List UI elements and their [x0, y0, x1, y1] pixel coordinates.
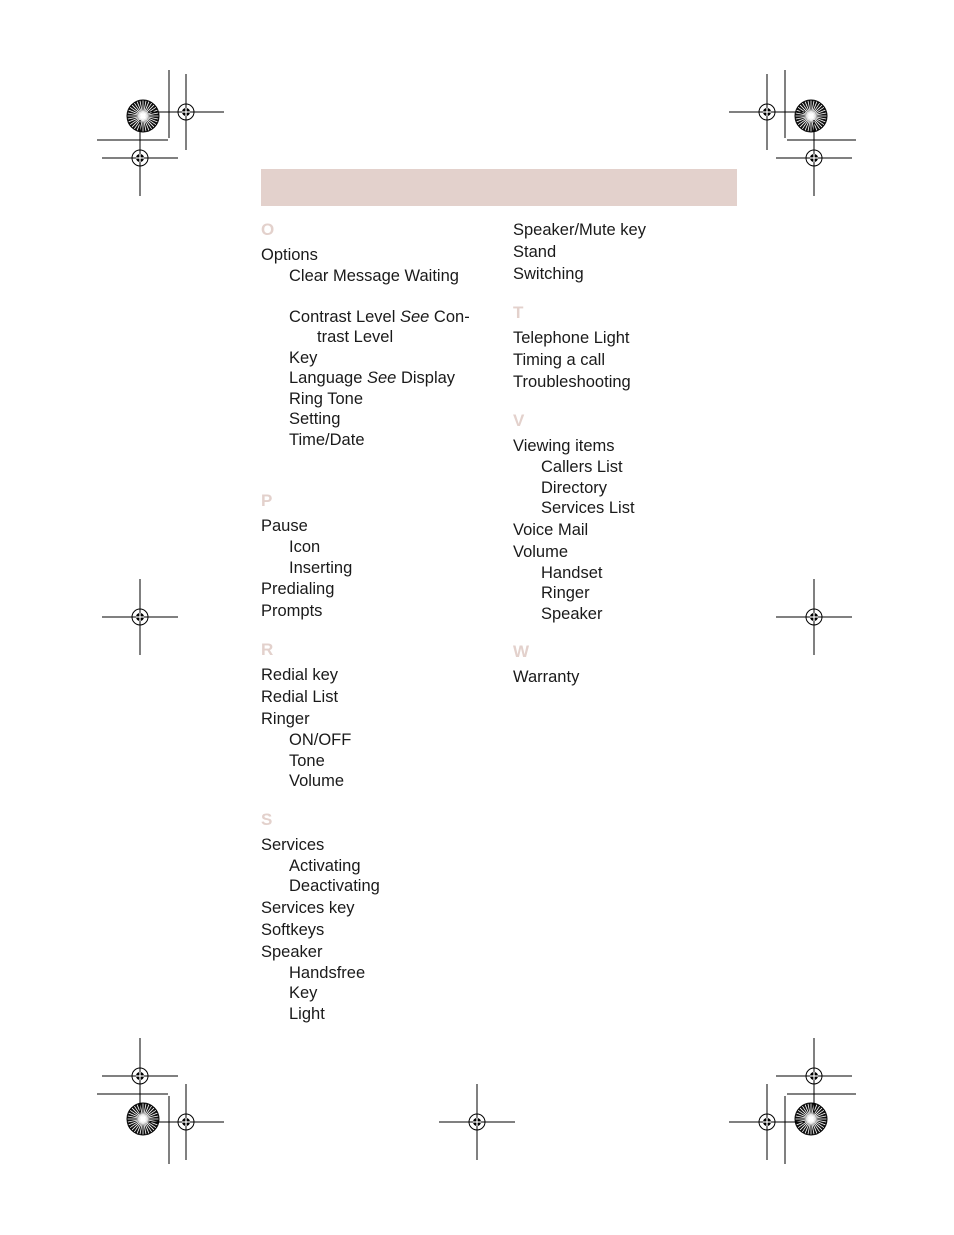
registration-star-icon: [795, 1103, 827, 1135]
index-entry: Prompts: [261, 602, 323, 620]
index-subentry: Ringer: [541, 584, 590, 602]
registration-cross-icon: [102, 1038, 178, 1114]
subentry-text: Contrast Level: [289, 307, 400, 326]
section-letter: T: [513, 303, 524, 322]
index-entry: Troubleshooting: [513, 373, 631, 391]
index-subentry: Handsfree: [289, 963, 366, 982]
index-subentry: Callers List: [541, 458, 623, 476]
index-entry: Volume: [513, 542, 569, 561]
index-subentry: Handset: [541, 563, 603, 582]
section-letter: R: [261, 640, 274, 659]
index-subentry: Inserting: [289, 558, 353, 577]
see-reference: See: [367, 369, 397, 387]
index-entry: Redial List: [261, 688, 339, 706]
index-entry: Redial key: [261, 666, 339, 684]
index-subentry: Ring Tone: [289, 389, 364, 408]
index-subentry: Key: [289, 984, 318, 1002]
subentry-text: Display: [396, 369, 456, 387]
index-subentry: Clear Message Waiting: [289, 267, 459, 285]
index-entry: Options: [261, 246, 318, 264]
index-entry: Softkeys: [261, 920, 325, 939]
index-entry: Timing a call: [513, 351, 605, 369]
index-entry: Voice Mail: [513, 520, 589, 539]
registration-star-icon: [127, 100, 159, 132]
index-subentry: Services List: [541, 499, 635, 517]
section-letter: S: [261, 809, 273, 829]
registration-cross-icon: [776, 1038, 852, 1114]
index-entry: Switching: [513, 265, 584, 283]
index-subentry: Setting: [289, 410, 341, 428]
index-entry: Speaker: [261, 942, 323, 961]
index-entry: Telephone Light: [513, 329, 630, 347]
index-subentry: Light: [289, 1004, 325, 1023]
registration-cross-icon: [148, 74, 224, 150]
section-letter: O: [261, 220, 275, 239]
index-entry: Warranty: [513, 668, 580, 686]
index-subentry: Speaker: [541, 604, 603, 623]
registration-cross-icon: [102, 120, 178, 196]
index-subentry: Time/Date: [289, 430, 365, 449]
index-entry: Speaker/Mute key: [513, 221, 646, 239]
index-entry: Pause: [261, 517, 308, 535]
index-subentry: Key: [289, 348, 318, 367]
section-letter: P: [261, 491, 273, 510]
index-subentry: Icon: [289, 538, 321, 556]
section-letter: V: [513, 411, 525, 430]
index-subentry: Directory: [541, 478, 608, 497]
subentry-text: Con-: [429, 307, 470, 326]
registration-cross-icon: [102, 579, 178, 655]
index-subentry: Volume: [289, 772, 345, 790]
registration-cross-icon: [776, 120, 852, 196]
index-entry: Services key: [261, 898, 355, 917]
index-entry: Predialing: [261, 580, 335, 598]
index-entry: Stand: [513, 243, 557, 261]
subentry-continuation: trast Level: [317, 328, 394, 346]
section-letter: W: [513, 642, 530, 661]
index-subentry: Deactivating: [289, 877, 380, 895]
registration-star-icon: [795, 100, 827, 132]
registration-cross-icon: [148, 1084, 224, 1160]
registration-cross-icon: [729, 74, 805, 150]
index-entry: Viewing items: [513, 437, 615, 455]
index-subentry: Activating: [289, 856, 361, 875]
index-entry: Services: [261, 835, 325, 854]
index-entry: Ringer: [261, 710, 310, 728]
registration-star-icon: [127, 1103, 159, 1135]
registration-cross-icon: [439, 1084, 515, 1160]
index-subentry: ON/OFF: [289, 731, 352, 749]
subentry-text: Language: [289, 369, 367, 387]
registration-cross-icon: [729, 1084, 805, 1160]
registration-cross-icon: [776, 579, 852, 655]
see-reference: See: [399, 307, 430, 326]
index-subentry: Tone: [289, 751, 325, 770]
